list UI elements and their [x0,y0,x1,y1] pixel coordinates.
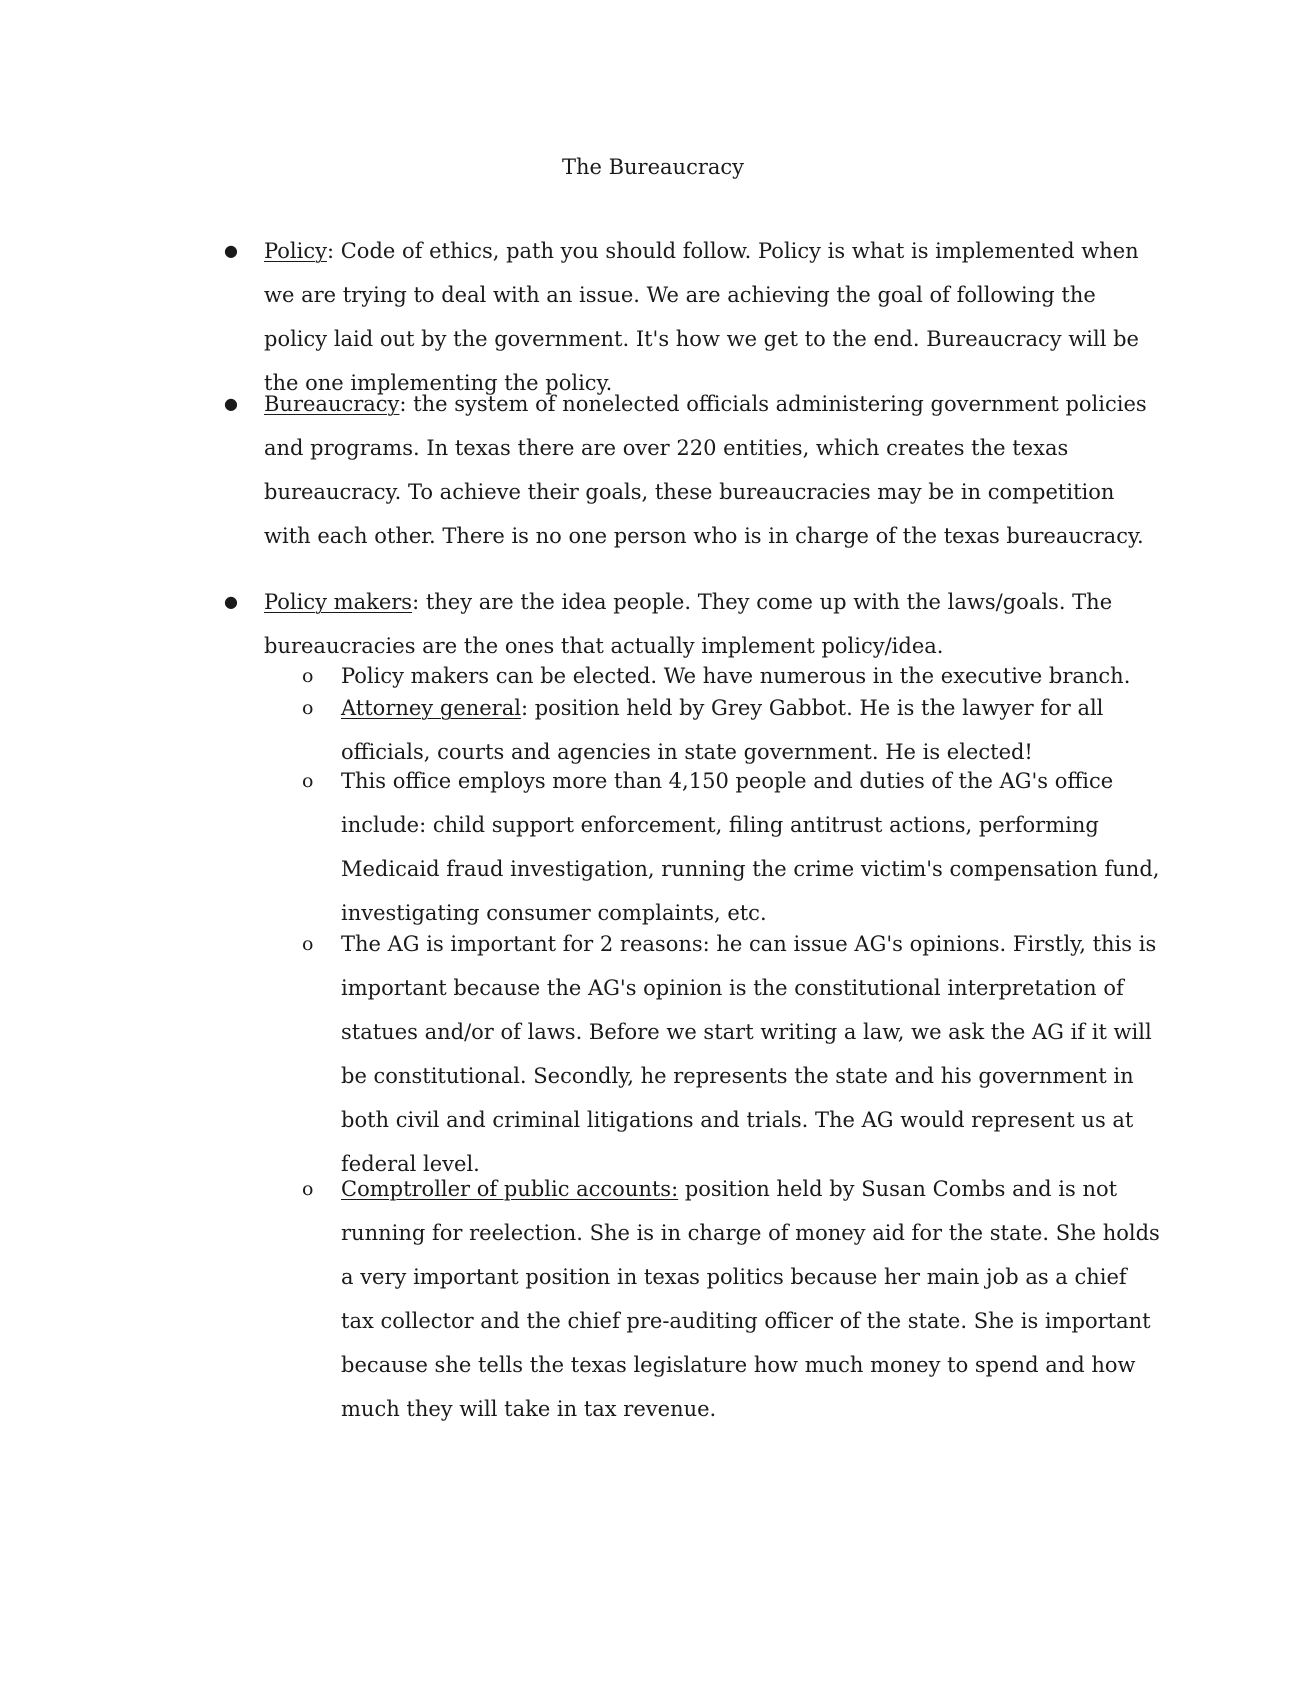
term-label: Comptroller of public accounts: [341,1177,679,1201]
list-item [264,229,1152,405]
term-label: Attorney general [341,696,521,720]
sub-bullet-icon: o [302,697,314,719]
sub-list-item [341,922,1163,1186]
list-item [264,382,1152,558]
item-text: : Code of ethics, path you should follow. Policy is what is implemented when we are trying to deal with an issue. We are achieving the goal of following the policy laid out by the government. It's how we get to the end. Bureaucracy will be the one implementing the policy. [264,239,1139,395]
term-label: Policy [264,239,327,263]
bullet-icon: ● [224,394,238,413]
sub-list-item [341,1167,1163,1431]
item-text: : the system of nonelected officials administering government policies and programs. In texas there are over 220 entities, which creates the texas bureaucracy. To achieve their goals, these bureaucracies may be in competition with each other. There is no one person who is in charge of the texas bureaucracy. [264,392,1147,548]
term-label: Bureaucracy [264,392,400,416]
sub-bullet-icon: o [302,933,314,955]
item-text: Policy makers can be elected. We have numerous in the executive branch. [341,664,1131,688]
item-text: : they are the idea people. They come up with the laws/goals. The bureaucracies are the ones that actually implement policy/idea. [264,590,1113,658]
sub-bullet-icon: o [302,1178,314,1200]
sub-list-item [341,759,1163,935]
sub-bullet-icon: o [302,665,314,687]
item-text: position held by Susan Combs and is not running for reelection. She is in charge of money aid for the state. She holds a very important position in texas politics because her main job as a chief tax collector and the chief pre-auditing officer of the state. She is important because she tells the texas legislature how much money to spend and how much they will take in tax revenue. [341,1177,1160,1421]
item-text: The AG is important for 2 reasons: he can issue AG's opinions. Firstly, this is important because the AG's opinion is the constitutional interpretation of statues and/or of laws. Before we start writing a law, we ask the AG if it will be constitutional. Secondly, he represents the state and his government in both civil and criminal litigations and trials. The AG would represent us at federal level. [341,932,1157,1176]
page-title: The Bureaucracy [561,155,745,179]
term-label: Policy makers [264,590,413,614]
item-text: This office employs more than 4,150 people and duties of the AG's office include: child support enforcement, filing antitrust actions, performing Medicaid fraud investigation, running the crime victim's compensation fund, investigating consumer complaints, etc. [341,769,1160,925]
bullet-icon: ● [224,241,238,260]
item-text: : position held by Grey Gabbot. He is the lawyer for all officials, courts and agencies in state government. He is elected! [341,696,1104,764]
sub-bullet-icon: o [302,770,314,792]
bullet-icon: ● [224,592,238,611]
